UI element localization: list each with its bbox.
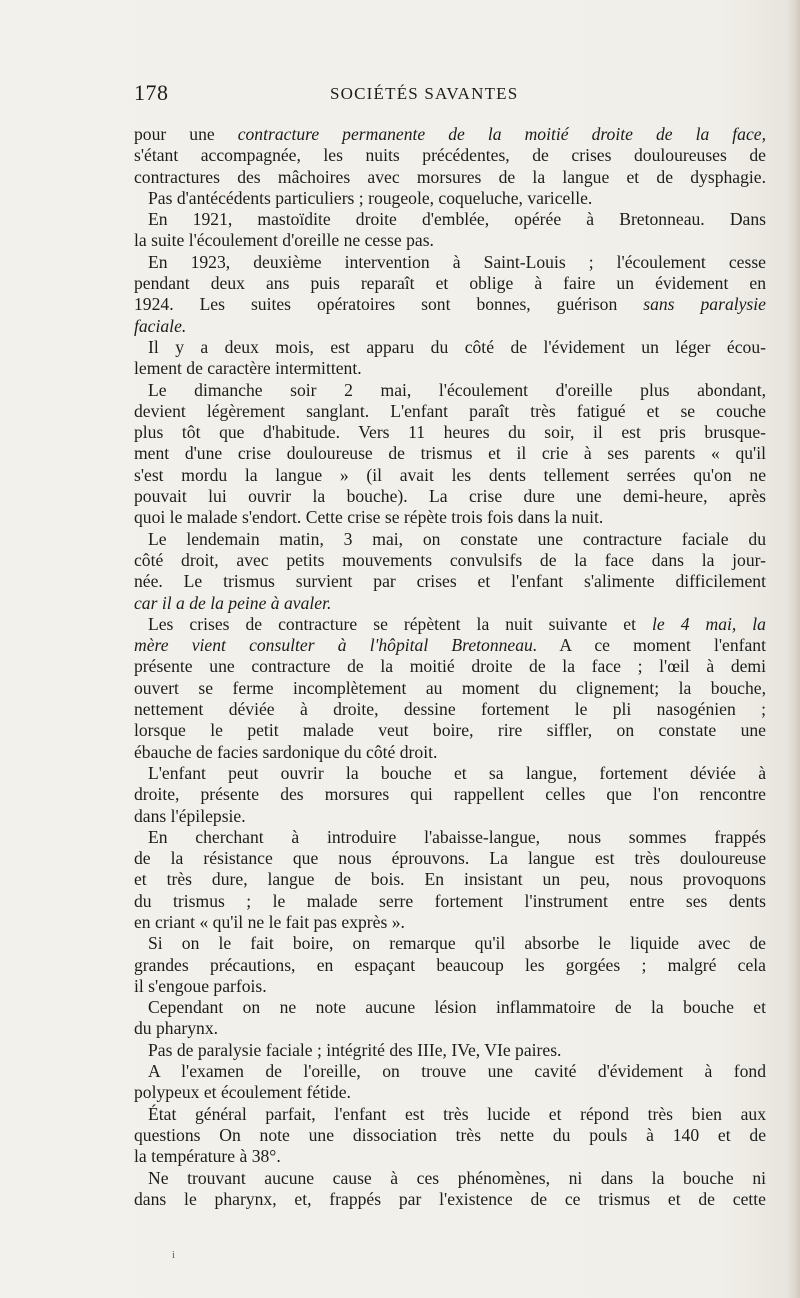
text-segment: lorsque le petit malade veut boire, rire siffler, on constate une [134,720,766,741]
text-segment: du pharynx. [134,1018,219,1039]
text-segment: Pas de paralysie faciale ; intégrité des IIIe, IVe, VIe paires. [148,1039,562,1060]
text-line [134,1146,766,1167]
text-segment: côté droit, avec petits mouvements convulsifs de la face dans la jour- [134,549,766,570]
text-segment: contractures des mâchoires avec morsures de la langue et de dysphagie. [134,166,766,187]
text-segment: polypeux et écoulement fétide. [134,1082,351,1103]
text-line [134,252,766,273]
text-segment: pour une [134,124,238,144]
text-segment: s'est mordu la langue » (il avait les dents tellement serrées qu'on ne [134,464,766,485]
text-line [134,230,766,251]
text-line [134,294,766,315]
text-segment: en criant « qu'il ne le fait pas exprès ». [134,911,405,932]
running-title: SOCIÉTÉS SAVANTES [330,84,519,103]
text-segment: Les crises de contracture se répètent la nuit suivante et [148,613,652,634]
text-line [134,124,766,145]
text-segment: quoi le malade s'endort. Cette crise se répète trois fois dans la nuit. [134,507,604,528]
text-line [134,720,766,741]
italic-text: mère vient consulter à l'hôpital Bretonneau. [134,635,538,656]
text-line [134,1082,766,1103]
text-line [134,656,766,677]
text-line [134,1125,766,1146]
text-segment: A l'examen de l'oreille, on trouve une cavité d'évidement à fond [148,1061,766,1082]
text-segment: présente une contracture de la moitié droite de la face ; l'œil à demi [134,656,766,677]
text-segment: née. Le trismus survient par crises et l'enfant s'alimente difficilement [134,571,766,592]
text-segment: lement de caractère intermittent. [134,358,362,379]
text-segment: droite, présente des morsures qui rappellent celles que l'on rencontre [134,784,766,805]
text-line [134,912,766,933]
text-line [134,422,766,443]
body-text [134,124,766,1210]
text-segment: devient légèrement sanglant. L'enfant paraît très fatigué et se couche [134,400,766,421]
text-line [134,891,766,912]
italic-text: car il a de la peine à avaler. [134,592,332,613]
text-segment: il s'engoue parfois. [134,975,267,996]
text-segment: État général parfait, l'enfant est très lucide et répond très bien aux [148,1103,766,1124]
text-segment: ébauche de facies sardonique du côté droit. [134,741,438,762]
text-line [134,1168,766,1189]
text-line [134,1061,766,1082]
text-line [134,273,766,294]
text-segment: Si on le fait boire, on remarque qu'il absorbe le liquide avec de [148,933,766,954]
text-segment: dans l'épilepsie. [134,805,246,826]
text-segment: L'enfant peut ouvrir la bouche et sa langue, fortement déviée à [148,762,766,783]
text-segment: 1924. Les suites opératoires sont bonnes, guérison [134,294,644,315]
text-line [134,550,766,571]
text-line [134,614,766,635]
text-segment: Cependant on ne note aucune lésion inflammatoire de la bouche et [148,997,766,1018]
text-line [134,465,766,486]
text-segment: et très dure, langue de bois. En insistant un peu, nous provoquons [134,869,766,890]
text-line [134,997,766,1018]
text-line [134,827,766,848]
text-line [134,678,766,699]
text-line [134,848,766,869]
text-segment: A ce moment l'enfant [537,635,766,656]
text-line [134,507,766,528]
text-segment: la suite l'écoulement d'oreille ne cesse pas. [134,230,434,251]
text-line [134,699,766,720]
text-segment: Le lendemain matin, 3 mai, on constate une contracture faciale du [148,528,766,549]
text-line [134,1104,766,1125]
text-line [134,1018,766,1039]
text-segment: de la résistance que nous éprouvons. La langue est très douloureuse [134,848,766,869]
page-number: 178 [134,80,169,105]
text-line [134,784,766,805]
text-line [134,188,766,209]
text-line [134,337,766,358]
text-segment: la température à 38°. [134,1146,281,1167]
text-line [134,167,766,188]
text-segment: du trismus ; le malade serre fortement l'instrument entre ses dents [134,890,766,911]
text-line [134,806,766,827]
text-segment: Le dimanche soir 2 mai, l'écoulement d'oreille plus abondant, [148,379,766,400]
text-segment: Pas d'antécédents particuliers ; rougeole, coqueluche, varicelle. [148,187,593,208]
text-line [134,316,766,337]
italic-text: sans paralysie [643,294,766,315]
text-line [134,635,766,656]
text-segment: plus tôt que d'habitude. Vers 11 heures du soir, il est pris brusque- [134,422,766,443]
text-line [134,380,766,401]
text-segment: s'étant accompagnée, les nuits précédentes, de crises douloureuses de [134,145,766,166]
text-line [134,529,766,550]
text-line [134,209,766,230]
text-line [134,145,766,166]
text-line [134,869,766,890]
text-segment: ouvert se ferme incomplètement au moment du clignement; la bouche, [134,677,766,698]
text-segment: En cherchant à introduire l'abaisse-langue, nous sommes frappés [148,826,766,847]
text-segment: nettement déviée à droite, dessine fortement le pli nasogénien ; [134,699,766,720]
text-line [134,1040,766,1061]
text-segment: pendant deux ans puis reparaît et oblige à faire un évidement en [134,273,766,294]
text-segment: dans le pharynx, et, frappés par l'existence de ce trismus et de cette [134,1188,766,1209]
text-line [134,358,766,379]
italic-text: contracture permanente de la moitié droite de la face, [237,124,766,144]
text-line [134,486,766,507]
text-line [134,593,766,614]
text-segment: En 1923, deuxième intervention à Saint-Louis ; l'écoulement cesse [148,251,766,272]
text-line [134,763,766,784]
stray-mark: i [172,1250,175,1261]
page-header [134,80,766,110]
text-segment: questions On note une dissociation très nette du pouls à 140 et de [134,1124,766,1145]
text-segment: Il y a deux mois, est apparu du côté de l'évidement un léger écou- [148,336,766,357]
text-line [134,933,766,954]
text-line [134,401,766,422]
page-edge-shadow [786,0,800,1298]
text-line [134,443,766,464]
text-line [134,1189,766,1210]
text-line [134,742,766,763]
text-segment: En 1921, mastoïdite droite d'emblée, opérée à Bretonneau. Dans [148,209,766,230]
text-segment: Ne trouvant aucune cause à ces phénomènes, ni dans la bouche ni [148,1167,766,1188]
text-line [134,976,766,997]
italic-text: faciale. [134,315,187,336]
text-segment: grandes précautions, en espaçant beaucoup les gorgées ; malgré cela [134,954,766,975]
text-segment: ment d'une crise douloureuse de trismus et il crie à ses parents « qu'il [134,443,766,464]
text-segment: pouvait lui ouvrir la bouche). La crise dure une demi-heure, après [134,486,766,507]
italic-text: le 4 mai, la [651,613,766,634]
text-line [134,571,766,592]
text-line [134,955,766,976]
